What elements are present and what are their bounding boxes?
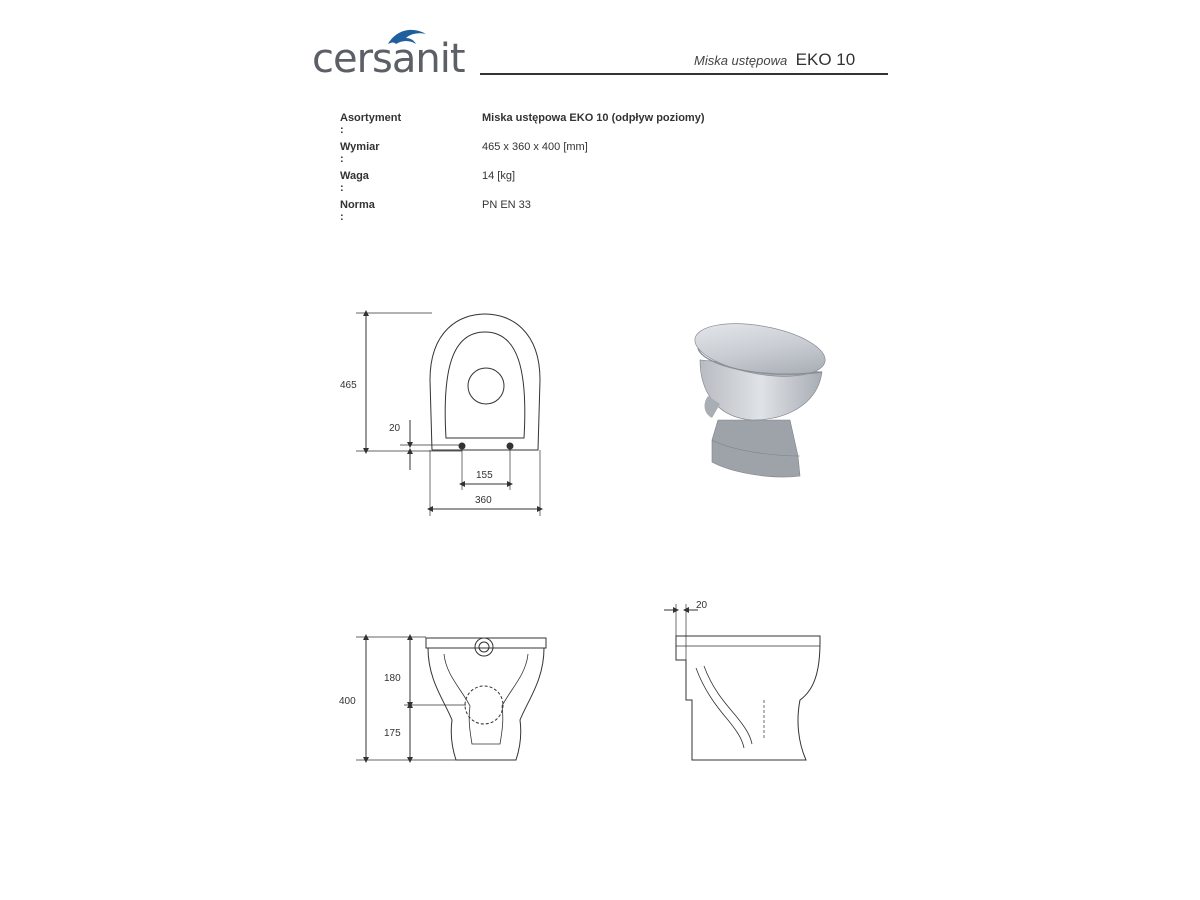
dim-side-offset: 20 <box>696 600 708 611</box>
toilet-3d-render <box>691 315 829 477</box>
spec-value: 14 [kg] <box>482 170 516 182</box>
dim-front-upper: 180 <box>384 673 401 684</box>
spec-key: Waga : <box>340 170 369 194</box>
title-model: EKO 10 <box>795 50 856 69</box>
brand-name: cersanit <box>312 36 465 82</box>
dim-front-height: 400 <box>339 696 356 707</box>
dim-top-fix-offset: 20 <box>389 423 401 434</box>
side-view-drawing <box>664 604 820 760</box>
dim-top-width: 360 <box>475 495 492 506</box>
spec-value: Miska ustępowa EKO 10 (odpływ poziomy) <box>482 112 705 124</box>
dim-top-length: 465 <box>340 380 357 391</box>
dim-top-bolt-spacing: 155 <box>476 470 493 481</box>
title-prefix: Miska ustępowa <box>694 53 788 68</box>
front-view-drawing <box>356 637 546 760</box>
top-view-drawing <box>356 313 540 516</box>
spec-key: Asortyment : <box>340 112 402 136</box>
spec-key: Norma : <box>340 199 375 223</box>
spec-value: 465 x 360 x 400 [mm] <box>482 141 588 153</box>
spec-value: PN EN 33 <box>482 199 531 211</box>
spec-key: Wymiar : <box>340 141 380 165</box>
dim-front-lower: 175 <box>384 728 401 739</box>
